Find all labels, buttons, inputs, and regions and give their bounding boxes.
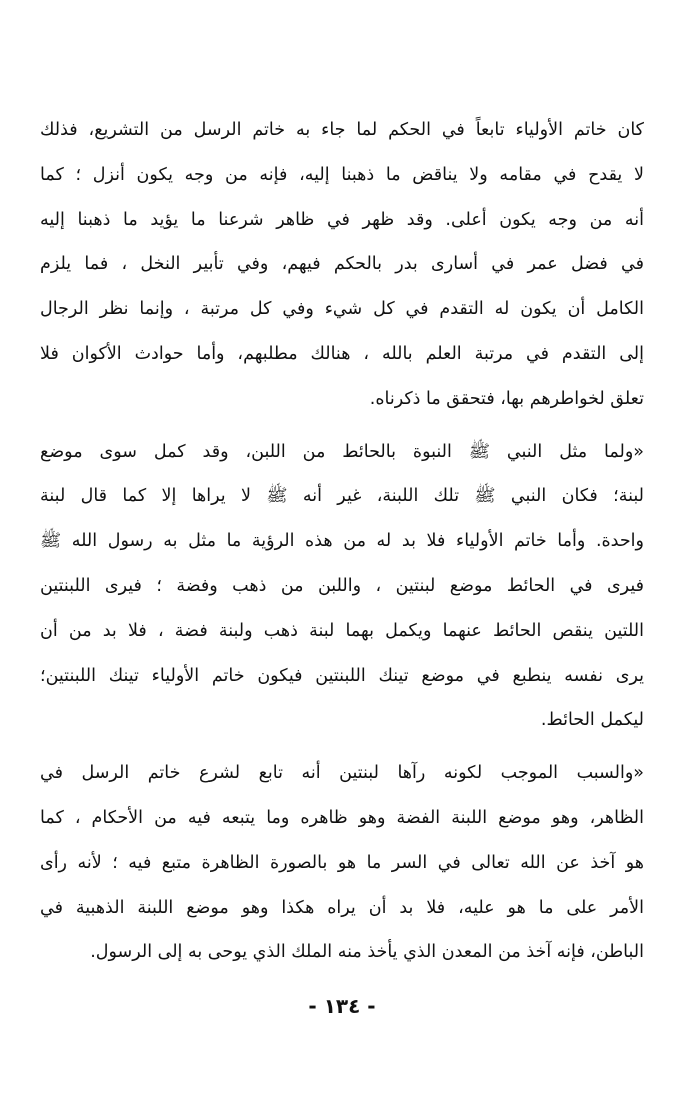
text-line: أنه من وجه يكون أعلى. وقد ظهر في ظاهر شرعنا ما يؤيد ما ذهبنا إليه xyxy=(40,209,644,230)
text-line: اللتين ينقص الحائط عنهما ويكمل بهما لبنة ذهب ولبنة فضة ، فلا بد من أن xyxy=(40,620,644,641)
text-line: ليكمل الحائط. xyxy=(540,710,644,731)
text-line: الكامل أن يكون له التقدم في كل شيء وفي كل مرتبة ، وإنما نظر الرجال xyxy=(40,299,644,320)
text-line: الأمر على ما هو عليه، فلا بد أن يراه هكذا وهو موضع اللبنة الذهبية في xyxy=(40,897,644,918)
paragraph-2 xyxy=(40,430,644,744)
text-line: لبنة؛ فكان النبي ﷺ تلك اللبنة، غير أنه ﷺ لا يراها إلا كما قال لبنة xyxy=(40,486,644,507)
text-line: في فضل عمر في أسارى بدر بالحكم فيهم، وفي تأبير النخل ، فما يلزم xyxy=(40,254,644,275)
text-line: لا يقدح في مقامه ولا يناقض ما ذهبنا إليه، فإنه من وجه يكون أنزل ؛ كما xyxy=(40,164,644,185)
text-line: الباطن، فإنه آخذ من المعدن الذي يأخذ منه الملك الذي يوحى به إلى الرسول. xyxy=(90,942,644,963)
text-line: فيرى في الحائط موضع لبنتين ، واللبن من ذهب وفضة ؛ فيرى اللبنتين xyxy=(40,575,644,596)
text-line: واحدة. وأما خاتم الأولياء فلا بد له من هذه الرؤية ما مثل به رسول الله ﷺ xyxy=(40,531,644,552)
text-line: «والسبب الموجب لكونه رآها لبنتين أنه تابع لشرع خاتم الرسل في xyxy=(40,763,644,784)
text-line: «ولما مثل النبي ﷺ النبوة بالحائط من اللبن، وقد كمل سوى موضع xyxy=(40,441,644,462)
text-line: إلى التقدم في مرتبة العلم بالله ، هنالك مطلبهم، وأما حوادث الأكوان فلا xyxy=(40,343,644,364)
text-line: تعلق لخواطرهم بها، فتحقق ما ذكرناه. xyxy=(369,388,644,409)
page-body xyxy=(40,108,644,975)
text-line: كان خاتم الأولياء تابعاً في الحكم لما جاء به خاتم الرسل من التشريع، فذلك xyxy=(40,120,644,140)
text-line: يرى نفسه ينطبع في موضع تينك اللبنتين فيكون خاتم الأولياء تينك اللبنتين؛ xyxy=(40,665,644,686)
paragraph-3 xyxy=(40,751,644,975)
paragraph-1 xyxy=(40,108,644,422)
text-line: هو آخذ عن الله تعالى في السر ما هو بالصورة الظاهرة متبع فيه ؛ لأنه رأى xyxy=(40,852,644,873)
page-number: - ١٣٤ - xyxy=(308,994,376,1018)
text-line: الظاهر، وهو موضع اللبنة الفضة وهو ظاهره وما يتبعه فيه من الأحكام ، كما xyxy=(40,807,644,828)
